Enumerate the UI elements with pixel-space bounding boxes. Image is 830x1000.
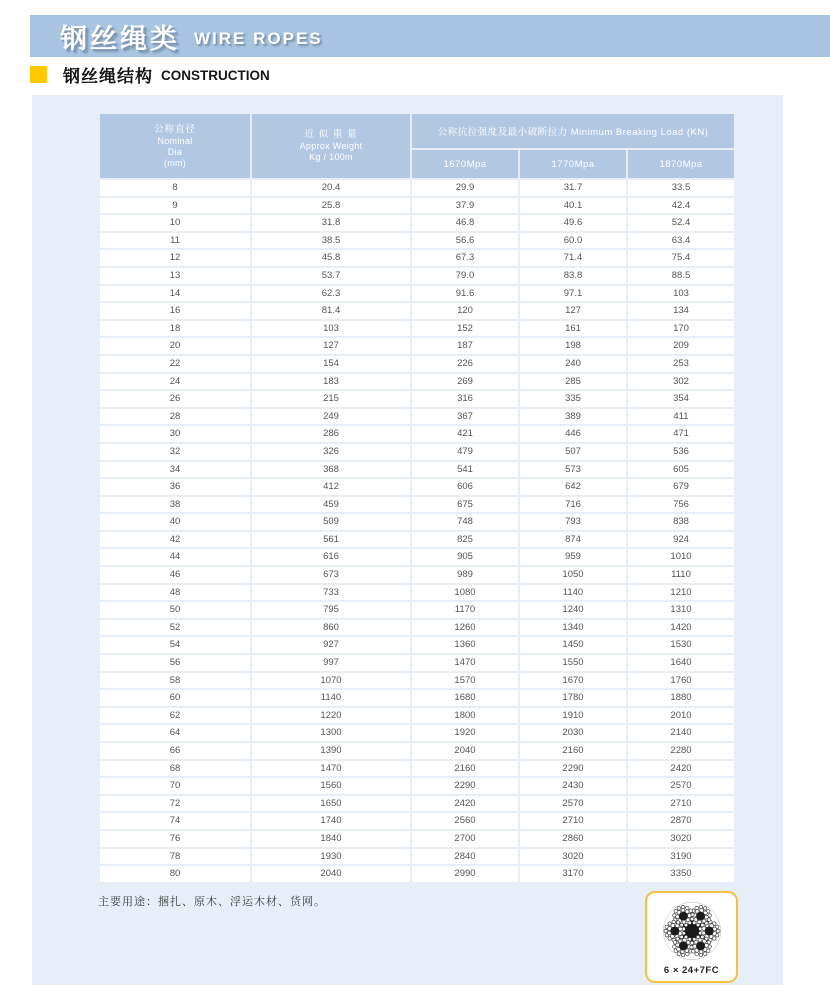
table-cell: 2860: [520, 831, 626, 847]
table-cell: 354: [628, 391, 734, 407]
table-row: [100, 602, 734, 618]
table-cell: 3190: [628, 849, 734, 865]
table-cell: 2870: [628, 813, 734, 829]
table-cell: 1910: [520, 708, 626, 724]
table-cell: 120: [412, 303, 518, 319]
header-weight-zh: 近 似 重 量: [304, 129, 358, 140]
table-cell: 29.9: [412, 180, 518, 196]
table-cell: 756: [628, 497, 734, 513]
table-cell: 924: [628, 532, 734, 548]
table-cell: 2420: [628, 761, 734, 777]
table-cell: 46: [100, 567, 250, 583]
table-cell: 46.8: [412, 215, 518, 231]
header-weight-en: Approx Weight: [299, 141, 363, 151]
table-cell: 679: [628, 479, 734, 495]
table-cell: 2710: [520, 813, 626, 829]
table-cell: 2280: [628, 743, 734, 759]
table-cell: 1390: [252, 743, 410, 759]
page-banner: [30, 15, 830, 57]
table-cell: 412: [252, 479, 410, 495]
table-cell: 1140: [252, 690, 410, 706]
table-cell: 62: [100, 708, 250, 724]
table-cell: 12: [100, 250, 250, 266]
table-row: [100, 286, 734, 302]
header-dia-en2: Dia: [167, 146, 183, 157]
section-title-zh: 钢丝绳结构: [63, 66, 153, 86]
table-cell: 1740: [252, 813, 410, 829]
table-cell: 748: [412, 514, 518, 530]
section-header: [30, 63, 270, 85]
table-cell: 1080: [412, 585, 518, 601]
table-cell: 3170: [520, 866, 626, 882]
table-cell: 1240: [520, 602, 626, 618]
table-cell: 88.5: [628, 268, 734, 284]
table-cell: 1050: [520, 567, 626, 583]
table-cell: 286: [252, 426, 410, 442]
header-grade-1770: 1770Mpa: [520, 150, 626, 178]
table-cell: 2710: [628, 796, 734, 812]
table-row: [100, 620, 734, 636]
table-row: [100, 497, 734, 513]
table-cell: 24: [100, 374, 250, 390]
table-cell: 446: [520, 426, 626, 442]
table-cell: 642: [520, 479, 626, 495]
table-cell: 134: [628, 303, 734, 319]
table-cell: 2160: [520, 743, 626, 759]
table-cell: 52.4: [628, 215, 734, 231]
table-cell: 536: [628, 444, 734, 460]
table-row: [100, 338, 734, 354]
table-row: [100, 813, 734, 829]
table-cell: 905: [412, 549, 518, 565]
table-cell: 1220: [252, 708, 410, 724]
table-cell: 2840: [412, 849, 518, 865]
table-cell: 874: [520, 532, 626, 548]
table-cell: 56.6: [412, 233, 518, 249]
table-cell: 52: [100, 620, 250, 636]
table-cell: 989: [412, 567, 518, 583]
table-cell: 1070: [252, 673, 410, 689]
table-row: [100, 233, 734, 249]
table-cell: 40: [100, 514, 250, 530]
table-cell: 40.1: [520, 198, 626, 214]
table-row: [100, 673, 734, 689]
table-cell: 507: [520, 444, 626, 460]
rope-cross-section-icon: [657, 896, 727, 966]
table-cell: 1640: [628, 655, 734, 671]
table-cell: 1420: [628, 620, 734, 636]
table-cell: 26: [100, 391, 250, 407]
table-cell: 58: [100, 673, 250, 689]
table-cell: 75.4: [628, 250, 734, 266]
table-cell: 10: [100, 215, 250, 231]
header-weight-unit: Kg / 100m: [309, 152, 353, 162]
table-cell: 2570: [628, 778, 734, 794]
table-cell: 1570: [412, 673, 518, 689]
table-cell: 42: [100, 532, 250, 548]
table-cell: 2700: [412, 831, 518, 847]
table-cell: 509: [252, 514, 410, 530]
table-cell: 1300: [252, 725, 410, 741]
table-cell: 541: [412, 462, 518, 478]
table-cell: 45.8: [252, 250, 410, 266]
spec-table: [98, 112, 736, 884]
table-row: [100, 215, 734, 231]
table-cell: 14: [100, 286, 250, 302]
table-cell: 1530: [628, 637, 734, 653]
table-row: [100, 585, 734, 601]
table-cell: 1470: [252, 761, 410, 777]
table-cell: 37.9: [412, 198, 518, 214]
table-cell: 42.4: [628, 198, 734, 214]
table-cell: 326: [252, 444, 410, 460]
table-cell: 30: [100, 426, 250, 442]
table-cell: 368: [252, 462, 410, 478]
table-cell: 38: [100, 497, 250, 513]
table-cell: 76: [100, 831, 250, 847]
table-cell: 31.7: [520, 180, 626, 196]
table-cell: 32: [100, 444, 250, 460]
table-cell: 673: [252, 567, 410, 583]
table-cell: 183: [252, 374, 410, 390]
table-row: [100, 479, 734, 495]
table-cell: 67.3: [412, 250, 518, 266]
table-cell: 70: [100, 778, 250, 794]
table-cell: 34: [100, 462, 250, 478]
header-nominal-dia: [100, 114, 250, 178]
table-cell: 64: [100, 725, 250, 741]
table-cell: 31.8: [252, 215, 410, 231]
table-head: [100, 114, 734, 178]
table-cell: 389: [520, 409, 626, 425]
table-cell: 127: [520, 303, 626, 319]
table-cell: 927: [252, 637, 410, 653]
table-cell: 1880: [628, 690, 734, 706]
table-cell: 1470: [412, 655, 518, 671]
table-cell: 54: [100, 637, 250, 653]
table-cell: 471: [628, 426, 734, 442]
table-cell: 97.1: [520, 286, 626, 302]
table-cell: 2140: [628, 725, 734, 741]
table-cell: 479: [412, 444, 518, 460]
table-cell: 33.5: [628, 180, 734, 196]
table-cell: 9: [100, 198, 250, 214]
table-cell: 733: [252, 585, 410, 601]
table-row: [100, 831, 734, 847]
table-cell: 860: [252, 620, 410, 636]
table-cell: 28: [100, 409, 250, 425]
table-cell: 253: [628, 356, 734, 372]
table-cell: 2290: [520, 761, 626, 777]
table-row: [100, 356, 734, 372]
table-row: [100, 637, 734, 653]
table-cell: 240: [520, 356, 626, 372]
table-cell: 209: [628, 338, 734, 354]
table-row: [100, 849, 734, 865]
table-cell: 2420: [412, 796, 518, 812]
table-cell: 103: [628, 286, 734, 302]
table-row: [100, 391, 734, 407]
header-approx-weight: [252, 114, 410, 178]
table-cell: 561: [252, 532, 410, 548]
table-cell: 1920: [412, 725, 518, 741]
banner-title-zh: 钢丝绳类: [60, 23, 180, 54]
table-cell: 49.6: [520, 215, 626, 231]
table-cell: 161: [520, 321, 626, 337]
table-cell: 316: [412, 391, 518, 407]
table-cell: 2030: [520, 725, 626, 741]
table-row: [100, 690, 734, 706]
table-row: [100, 549, 734, 565]
table-cell: 1010: [628, 549, 734, 565]
table-row: [100, 409, 734, 425]
table-cell: 81.4: [252, 303, 410, 319]
table-cell: 154: [252, 356, 410, 372]
table-cell: 2290: [412, 778, 518, 794]
table-cell: 60.0: [520, 233, 626, 249]
table-cell: 459: [252, 497, 410, 513]
table-row: [100, 532, 734, 548]
table-cell: 1360: [412, 637, 518, 653]
table-cell: 302: [628, 374, 734, 390]
table-cell: 997: [252, 655, 410, 671]
table-cell: 1260: [412, 620, 518, 636]
header-dia-unit: (mm): [163, 157, 187, 168]
table-cell: 367: [412, 409, 518, 425]
table-cell: 127: [252, 338, 410, 354]
table-cell: 249: [252, 409, 410, 425]
table-cell: 716: [520, 497, 626, 513]
table-cell: 226: [412, 356, 518, 372]
table-cell: 2430: [520, 778, 626, 794]
rope-construction-diagram: [645, 891, 738, 983]
banner-title-en: WIRE ROPES: [194, 29, 323, 48]
table-cell: 411: [628, 409, 734, 425]
usage-note: 主要用途：捆扎、原木、浮运木材、货网。: [98, 896, 326, 908]
table-row: [100, 426, 734, 442]
table-cell: 1800: [412, 708, 518, 724]
table-cell: 1550: [520, 655, 626, 671]
table-cell: 170: [628, 321, 734, 337]
table-row: [100, 796, 734, 812]
table-cell: 16: [100, 303, 250, 319]
table-cell: 187: [412, 338, 518, 354]
header-dia-en1: Nominal: [157, 135, 193, 146]
table-cell: 825: [412, 532, 518, 548]
header-breaking-load: 公称抗拉强度及最小破断拉力 Minimum Breaking Load (KN): [412, 114, 734, 148]
table-cell: 3020: [628, 831, 734, 847]
table-cell: 74: [100, 813, 250, 829]
table-cell: 78: [100, 849, 250, 865]
table-row: [100, 708, 734, 724]
table-cell: 25.8: [252, 198, 410, 214]
table-row: [100, 514, 734, 530]
table-cell: 838: [628, 514, 734, 530]
table-row: [100, 268, 734, 284]
table-cell: 63.4: [628, 233, 734, 249]
table-cell: 2990: [412, 866, 518, 882]
header-grade-1870: 1870Mpa: [628, 150, 734, 178]
table-row: [100, 761, 734, 777]
table-cell: 1140: [520, 585, 626, 601]
table-body: [100, 180, 734, 882]
table-cell: 959: [520, 549, 626, 565]
table-row: [100, 250, 734, 266]
table-cell: 71.4: [520, 250, 626, 266]
table-cell: 20.4: [252, 180, 410, 196]
table-cell: 79.0: [412, 268, 518, 284]
table-cell: 80: [100, 866, 250, 882]
table-cell: 1210: [628, 585, 734, 601]
table-cell: 1310: [628, 602, 734, 618]
table-cell: 66: [100, 743, 250, 759]
table-cell: 18: [100, 321, 250, 337]
table-cell: 3350: [628, 866, 734, 882]
table-cell: 1840: [252, 831, 410, 847]
table-cell: 60: [100, 690, 250, 706]
table-cell: 793: [520, 514, 626, 530]
table-row: [100, 444, 734, 460]
table-cell: 606: [412, 479, 518, 495]
table-cell: 56: [100, 655, 250, 671]
table-cell: 44: [100, 549, 250, 565]
table-cell: 1930: [252, 849, 410, 865]
table-cell: 2570: [520, 796, 626, 812]
table-cell: 2560: [412, 813, 518, 829]
table-cell: 2160: [412, 761, 518, 777]
table-cell: 215: [252, 391, 410, 407]
table-cell: 1340: [520, 620, 626, 636]
rope-construction-label: 6 × 24+7FC: [663, 965, 720, 976]
table-cell: 1650: [252, 796, 410, 812]
table-row: [100, 743, 734, 759]
header-grade-1670: 1670Mpa: [412, 150, 518, 178]
table-cell: 50: [100, 602, 250, 618]
table-cell: 91.6: [412, 286, 518, 302]
table-cell: 605: [628, 462, 734, 478]
table-row: [100, 374, 734, 390]
table-cell: 13: [100, 268, 250, 284]
table-cell: 103: [252, 321, 410, 337]
table-cell: 2040: [252, 866, 410, 882]
table-cell: 2010: [628, 708, 734, 724]
table-row: [100, 778, 734, 794]
table-cell: 1780: [520, 690, 626, 706]
table-row: [100, 725, 734, 741]
table-cell: 20: [100, 338, 250, 354]
table-cell: 795: [252, 602, 410, 618]
table-cell: 48: [100, 585, 250, 601]
table-cell: 1450: [520, 637, 626, 653]
table-cell: 72: [100, 796, 250, 812]
table-cell: 3020: [520, 849, 626, 865]
table-row: [100, 180, 734, 196]
table-row: [100, 321, 734, 337]
section-title-en: CONSTRUCTION: [161, 67, 270, 83]
table-cell: 285: [520, 374, 626, 390]
table-cell: 36: [100, 479, 250, 495]
table-cell: 83.8: [520, 268, 626, 284]
table-cell: 62.3: [252, 286, 410, 302]
table-cell: 22: [100, 356, 250, 372]
table-cell: 1110: [628, 567, 734, 583]
table-cell: 1760: [628, 673, 734, 689]
table-row: [100, 567, 734, 583]
table-cell: 675: [412, 497, 518, 513]
table-cell: 8: [100, 180, 250, 196]
table-cell: 68: [100, 761, 250, 777]
table-cell: 335: [520, 391, 626, 407]
table-cell: 1670: [520, 673, 626, 689]
yellow-bullet-icon: [30, 66, 47, 83]
table-cell: 1560: [252, 778, 410, 794]
table-cell: 1680: [412, 690, 518, 706]
table-cell: 1170: [412, 602, 518, 618]
table-cell: 421: [412, 426, 518, 442]
table-row: [100, 462, 734, 478]
table-row: [100, 303, 734, 319]
table-cell: 573: [520, 462, 626, 478]
table-row: [100, 866, 734, 882]
table-cell: 198: [520, 338, 626, 354]
table-cell: 38.5: [252, 233, 410, 249]
table-cell: 152: [412, 321, 518, 337]
table-cell: 11: [100, 233, 250, 249]
table-cell: 616: [252, 549, 410, 565]
table-row: [100, 655, 734, 671]
table-cell: 2040: [412, 743, 518, 759]
header-dia-zh: 公称直径: [153, 123, 196, 135]
table-cell: 53.7: [252, 268, 410, 284]
table-cell: 269: [412, 374, 518, 390]
table-row: [100, 198, 734, 214]
